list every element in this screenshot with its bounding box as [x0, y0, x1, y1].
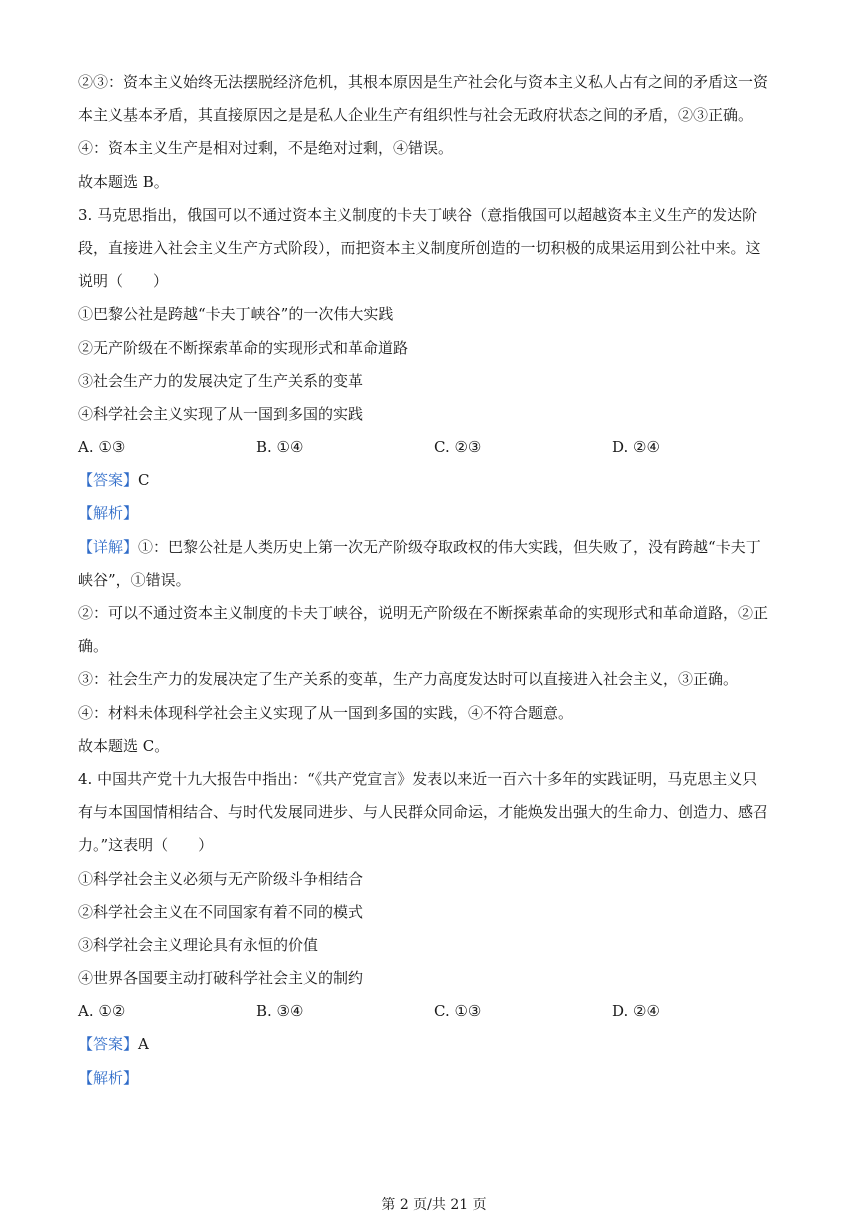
detail-line: 确。	[78, 637, 109, 656]
choice-c: C. ①③	[434, 1002, 482, 1021]
detail-line: ④：材料未体现科学社会主义实现了从一国到多国的实践，④不符合题意。	[78, 703, 574, 722]
choice-a: A. ①②	[78, 1002, 126, 1021]
question-3-choices	[78, 437, 794, 457]
question-4-answer	[78, 1034, 794, 1054]
question-3-answer	[78, 470, 794, 490]
question-4-stem: 力。”这表明（ ）	[78, 836, 214, 855]
question-3-analysis	[78, 503, 794, 523]
answer-value: A	[138, 1035, 149, 1054]
choice-b: B. ①④	[256, 438, 304, 457]
answer-value: C	[138, 471, 150, 490]
question-4-analysis	[78, 1068, 794, 1088]
detail-tag: 【详解】	[78, 537, 139, 556]
question-3-stem: 段，直接进入社会主义生产方式阶段），而把资本主义制度所创造的一切积极的成果运用到公社中来。这	[78, 238, 761, 257]
question-4-choices	[78, 1001, 794, 1021]
question-3-option: ④科学社会主义实现了从一国到多国的实践	[78, 404, 364, 423]
text-line: ④：资本主义生产是相对过剩，不是绝对过剩，④错误。	[78, 139, 454, 158]
question-3-stem: 说明（ ）	[78, 272, 169, 291]
question-3-option: ①巴黎公社是跨越“卡夫丁峡谷”的一次伟大实践	[78, 305, 394, 324]
choice-d: D. ②④	[612, 438, 660, 457]
question-4-option: ④世界各国要主动打破科学社会主义的制约	[78, 969, 364, 988]
choice-a: A. ①③	[78, 438, 126, 457]
detail-text: ①：巴黎公社是人类历史上第一次无产阶级夺取政权的伟大实践，但失败了，没有跨越“卡夫丁	[138, 537, 761, 556]
question-3-option: ③社会生产力的发展决定了生产关系的变革	[78, 371, 364, 390]
analysis-tag: 【解析】	[78, 504, 139, 523]
choice-c: C. ②③	[434, 438, 482, 457]
question-4-option: ③科学社会主义理论具有永恒的价值	[78, 935, 319, 954]
question-4-option: ①科学社会主义必须与无产阶级斗争相结合	[78, 869, 364, 888]
detail-line: 峡谷”，①错误。	[78, 570, 191, 589]
text-line: 本主义基本矛盾，其直接原因之是是私人企业生产有组织性与社会无政府状态之间的矛盾，②③正确。	[78, 106, 754, 125]
text-line: 故本题选 B。	[78, 172, 169, 191]
answer-tag: 【答案】	[78, 1035, 139, 1054]
analysis-tag: 【解析】	[78, 1068, 139, 1087]
question-4-option: ②科学社会主义在不同国家有着不同的模式	[78, 902, 364, 921]
answer-tag: 【答案】	[78, 471, 139, 490]
question-3-option: ②无产阶级在不断探索革命的实现形式和革命道路	[78, 338, 409, 357]
page-number: 第 2 页/共 21 页	[381, 1197, 487, 1213]
detail-line: 故本题选 C。	[78, 736, 170, 755]
detail-line: ②：可以不通过资本主义制度的卡夫丁峡谷，说明无产阶级在不断探索革命的实现形式和革命道路，②正	[78, 604, 769, 622]
choice-b: B. ③④	[256, 1002, 304, 1021]
detail-line: ③：社会生产力的发展决定了生产关系的变革，生产力高度发达时可以直接进入社会主义，③正确。	[78, 670, 739, 689]
text-line: ②③：资本主义始终无法摆脱经济危机，其根本原因是生产社会化与资本主义私人占有之间的矛盾这一资	[78, 73, 769, 91]
question-3-detail	[78, 537, 794, 557]
document-body	[78, 72, 794, 1101]
question-4-stem: 4. 中国共产党十九大报告中指出：“《共产党宣言》发表以来近一百六十多年的实践证明，马克思主义只	[78, 769, 758, 788]
question-3-stem: 3. 马克思指出，俄国可以不通过资本主义制度的卡夫丁峡谷（意指俄国可以超越资本主义生产的发达阶	[78, 205, 758, 224]
choice-d: D. ②④	[612, 1002, 660, 1021]
question-4-stem: 有与本国国情相结合、与时代发展同进步、与人民群众同命运，才能焕发出强大的生命力、创造力、感召	[78, 803, 769, 822]
